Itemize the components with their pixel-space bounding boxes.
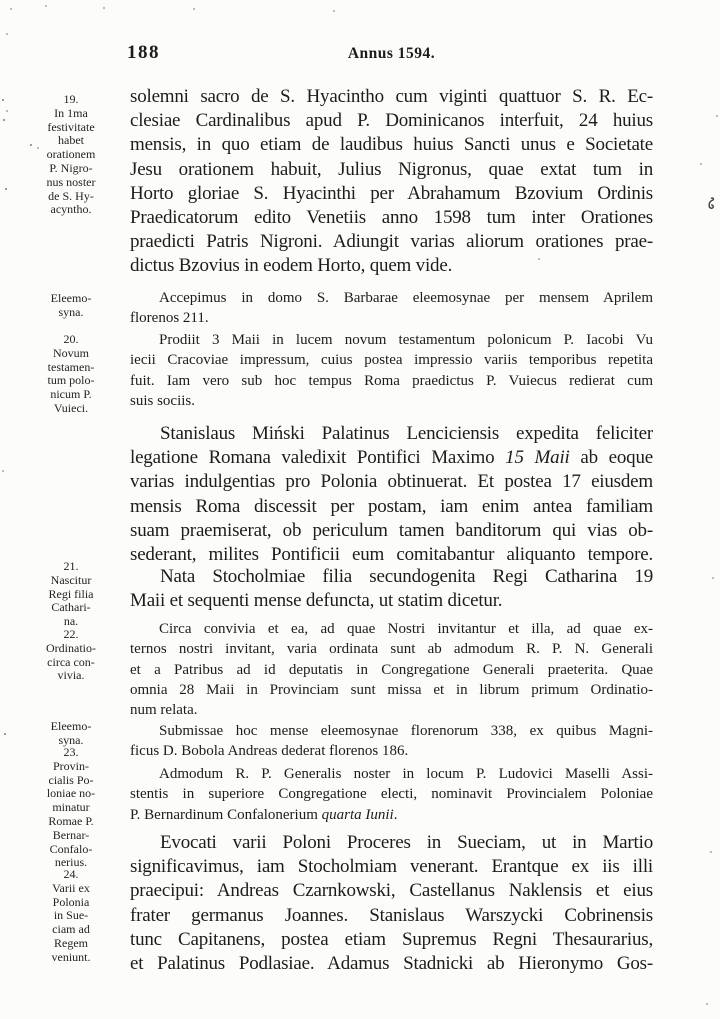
margin-note-eleemosyna-1: [16, 292, 126, 320]
text-line: Admodum R. P. Generalis noster in locum P. Ludovici Maselli Assi-: [159, 766, 653, 782]
margin-note-line: vivia.: [57, 668, 85, 683]
paragraph-birth-catharina: [130, 565, 653, 613]
text-line: Accepimus in domo S. Barbarae eleemosynae per mensem Aprilem: [159, 290, 653, 306]
margin-note-line: 22.: [63, 627, 79, 641]
running-title: Annus 1594.: [347, 45, 436, 62]
text-line: et Palatinus Podlasiae. Adamus Stadnicki ab Hieronymo Gos-: [130, 952, 653, 974]
margin-note-line: loniae no-: [46, 786, 96, 801]
margin-note-line: 24.: [63, 867, 79, 881]
margin-note-19: [16, 93, 126, 217]
text-line: suam praemiserat, ob periculum tamen banditorum qui vias ob-: [130, 519, 653, 541]
margin-note-23: [16, 746, 126, 870]
text-line: Praedicatorum edito Venetiis anno 1598 tum inter Orationes: [130, 206, 653, 228]
margin-note-line: nerius.: [54, 855, 88, 870]
margin-note-line: orationem: [46, 147, 96, 162]
paragraph-new-testament-polish: [130, 330, 653, 411]
margin-note-line: Nascitur: [50, 572, 92, 587]
margin-note-line: 19.: [63, 92, 79, 106]
text-line: ternos nostri invitant, varia ordinata sunt ab admodum R. P. N. Generali: [130, 641, 653, 658]
text-line: significavimus, iam Stocholmiam venerant. Erantque ex iis illi: [130, 856, 653, 878]
margin-note-line: Eleemo-: [50, 719, 92, 733]
margin-note-line: cialis Po-: [48, 772, 94, 787]
margin-note-24: [16, 868, 126, 965]
text-line: praedicti Patris Nigroni. Adiungit varias aliorum orationes prae-: [130, 231, 653, 253]
text-line: stentis in superiore Congregatione electi, nominavit Provincialem Poloniae: [130, 786, 653, 803]
paragraph-eleemosyna-may: [130, 721, 653, 762]
margin-note-line: de S. Hy-: [48, 188, 94, 203]
text-line: Stanislaus Miński Palatinus Lenciciensis expedita feliciter: [160, 423, 653, 444]
margin-note-22: [16, 628, 126, 683]
margin-note-line: na.: [63, 614, 79, 629]
text-line: mensis Roma discessit per postam, iam enim antea familiam: [130, 495, 653, 517]
margin-note-line: acyntho.: [50, 202, 92, 217]
margin-note-line: 23.: [63, 745, 79, 759]
text-line: Nata Stocholmiae filia secundogenita Regi Catharina 19: [160, 566, 653, 587]
margin-note-line: ciam ad: [52, 922, 90, 937]
text-line: Circa convivia et ea, ad quae Nostri invitantur et illa, ad quae ex-: [159, 621, 653, 637]
margin-note-line: nicum P.: [50, 387, 92, 402]
text-line: ficus D. Bobola Andreas dederat florenos 186.: [130, 743, 409, 760]
margin-note-line: veniunt.: [51, 949, 91, 964]
margin-note-line: Bernar-: [52, 827, 90, 842]
text-line: omnia 28 Maii in Provinciam sunt missa et in librum primum Ordinatio-: [130, 681, 653, 698]
text-line: Submissae hoc mense eleemosynae florenorum 338, ex quibus Magni-: [159, 723, 653, 739]
margin-note-line: In 1ma: [54, 105, 88, 120]
paragraph-eleemosyna-april: [130, 288, 653, 329]
page-number: 188: [127, 42, 160, 63]
paragraph-ordinatio-convivia: [130, 619, 653, 720]
text-line: solemni sacro de S. Hyacintho cum viginti quattuor S. R. Ec-: [130, 86, 653, 107]
margin-note-line: testamen-: [47, 359, 95, 374]
paragraph-provincial-appointment: [130, 764, 653, 825]
margin-note-line: Varii ex: [52, 880, 90, 895]
margin-note-line: nus noster: [46, 174, 96, 189]
margin-note-line: syna.: [58, 304, 84, 319]
text-line: florenos 211.: [130, 310, 209, 327]
text-line: mensis, in quo etiam de laudibus huius Sancti unus e Societate: [130, 134, 653, 156]
margin-note-line: Romae P.: [48, 813, 94, 828]
margin-note-line: Vuieci.: [53, 400, 89, 415]
paragraph-poles-to-sweden: [130, 831, 653, 976]
margin-note-line: festivitate: [47, 119, 95, 134]
text-line: varias indulgentias pro Polonia obtinuerat. Et postea 17 eiusdem: [130, 471, 653, 493]
text-line: fuit. Iam vero sub hoc tempus Roma praedictus P. Vuiecus redierat cum: [130, 372, 653, 389]
margin-note-20: [16, 333, 126, 416]
text-line: dictus Bzovius in eodem Horto, quem vide.: [130, 255, 453, 277]
margin-note-line: P. Nigro-: [49, 160, 93, 175]
margin-note-line: Regi filia: [48, 586, 94, 601]
paragraph-hyacinth-festivity: [130, 85, 653, 279]
text-line: et a Patribus ad id deputatis in Congregatione Generali praeterita. Quae: [130, 661, 653, 678]
margin-note-21: [16, 560, 126, 629]
margin-note-line: Ordinatio-: [46, 640, 96, 655]
text-line: Prodiit 3 Maii in lucem novum testamentum polonicum P. Iacobi Vu: [159, 332, 653, 348]
text-line: praecipui: Andreas Czarnkowski, Castellanus Naklensis et eius: [130, 880, 653, 902]
text-line: Horto gloriae S. Hyacinthi per Abrahamum Bzovium Ordinis: [130, 182, 653, 204]
margin-note-line: syna.: [58, 732, 84, 747]
margin-note-line: minatur: [52, 800, 90, 815]
text-line: legatione Romana valedixit Pontifici Maximo 15 Maii ab eoque: [130, 447, 653, 469]
margin-note-line: Eleemo-: [50, 291, 92, 305]
text-line: tunc Capitanens, postea etiam Supremus Regni Thesaurarius,: [130, 928, 653, 950]
margin-note-line: Polonia: [52, 894, 90, 909]
margin-note-line: Cathari-: [51, 600, 91, 615]
text-line: Maii et sequenti mense defuncta, ut statim dicetur.: [130, 590, 503, 612]
text-line: iecii Cracoviae impressum, cuius postea impressio variis temporibus repetita: [130, 352, 653, 369]
margin-note-line: habet: [58, 133, 84, 148]
margin-note-line: Confalo-: [49, 841, 93, 856]
margin-note-line: Provin-: [53, 758, 89, 773]
text-line: num relata.: [130, 702, 198, 719]
ink-smudge: [706, 197, 716, 216]
margin-note-line: Novum: [53, 345, 89, 360]
text-line: P. Bernardinum Confalonerium quarta Iunii.: [130, 806, 398, 823]
text-line: suis sociis.: [130, 392, 196, 409]
text-line: frater germanus Joannes. Stanislaus Warszycki Cobrinensis: [130, 904, 653, 926]
margin-note-line: 21.: [63, 559, 79, 573]
margin-note-line: 20.: [63, 332, 79, 346]
text-line: Jesu orationem habuit, Julius Nigronus, quae extat tum in: [130, 158, 653, 180]
paragraph-minski-legation: [130, 422, 653, 567]
margin-note-line: circa con-: [47, 654, 95, 669]
text-line: sederant, milites Pontificii eum comitabantur aliquanto tempore.: [130, 543, 653, 565]
margin-note-line: in Sue-: [53, 908, 89, 923]
text-line: Evocati varii Poloni Proceres in Sueciam, ut in Martio: [160, 832, 653, 853]
margin-note-line: Regem: [54, 935, 88, 950]
margin-note-line: tum polo-: [47, 373, 95, 388]
text-line: clesiae Cardinalibus apud P. Dominicanos interfuit, 24 huius: [130, 110, 653, 132]
margin-note-eleemosyna-2: [16, 720, 126, 748]
